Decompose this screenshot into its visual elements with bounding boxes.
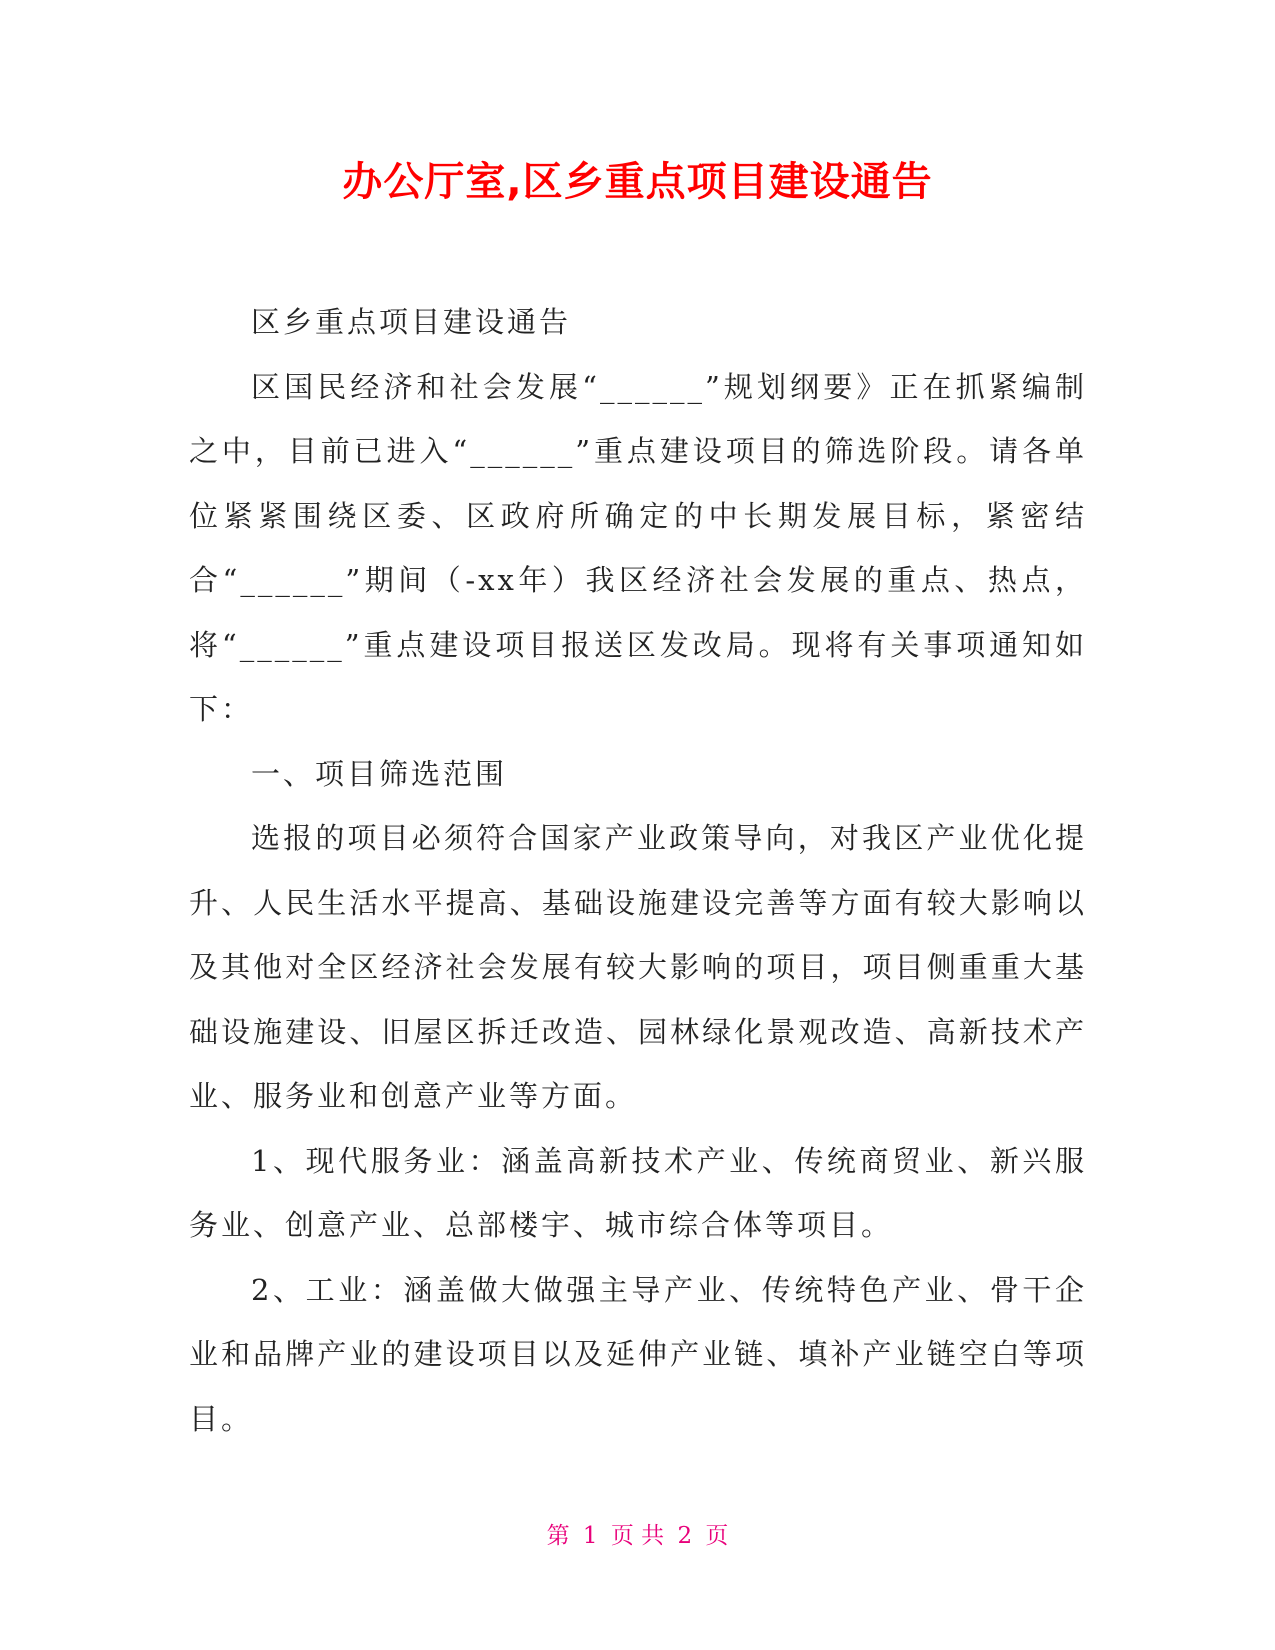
footer-suffix: 页 [705, 1523, 729, 1549]
scope-paragraph: 选报的项目必须符合国家产业政策导向，对我区产业优化提升、人民生活水平提高、基础设施建设完善等方面有较大影响以及其他对全区经济社会发展有较大影响的项目，项目侧重重大基础设施建设、旧屋区拆迁改造、园林绿化景观改造、高新技术产业、服务业和创意产业等方面。 [189, 821, 1087, 1113]
page-footer [0, 1521, 1275, 1551]
intro-paragraph: 区国民经济和社会发展“______”规划纲要》正在抓紧编制之中，目前已进入“______”重点建设项目的筛选阶段。请各单位紧紧围绕区委、区政府所确定的中长期发展目标，紧密结合“______”期间（-xx年）我区经济社会发展的重点、热点，将“______”重点建设项目报送区发改局。现将有关事项通知如下： [189, 369, 1087, 726]
section-heading: 一、项目筛选范围 [251, 756, 508, 791]
document-body [189, 290, 1087, 1451]
service-industry-paragraph: 1、现代服务业：涵盖高新技术产业、传统商贸业、新兴服务业、创意产业、总部楼宇、城市综合体等项目。 [189, 1143, 1087, 1242]
industry-paragraph: 2、工业：涵盖做大做强主导产业、传统特色产业、骨干企业和品牌产业的建设项目以及延伸产业链、填补产业链空白等项目。 [189, 1272, 1087, 1436]
subtitle-paragraph: 区乡重点项目建设通告 [251, 305, 572, 339]
footer-prefix: 第 [546, 1523, 570, 1549]
footer-middle: 页 共 [610, 1523, 665, 1549]
footer-page-number: 1 [582, 1523, 598, 1549]
footer-total-pages: 2 [677, 1523, 693, 1549]
document-title: 办公厅室,区乡重点项目建设通告 [342, 159, 933, 205]
